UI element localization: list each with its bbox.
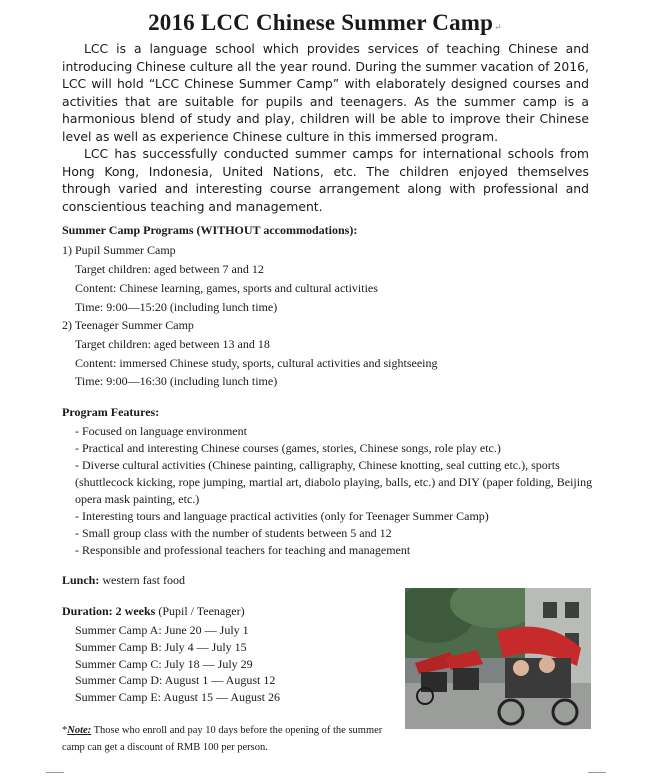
teen-target: Target children: aged between 13 and 18: [75, 337, 270, 351]
intro-paragraph-2: LCC has successfully conducted summer camps for international schools from Hong Kong, Indonesia, United Nations, etc. The children enjoyed themselves through varied and interesting course arrangement along with professional and conscientious teaching and management.: [62, 146, 589, 214]
teen-time: Time: 9:00—16:30 (including lunch time): [75, 374, 278, 388]
programs-heading: Summer Camp Programs (WITHOUT accommodations):: [62, 223, 358, 237]
feature-item: - Small group class with the number of students between 5 and 12: [75, 526, 392, 540]
camp-session: Summer Camp A: June 20 — July 1: [75, 623, 249, 637]
lunch-label: Lunch:: [62, 573, 100, 587]
teen-camp-name: 2) Teenager Summer Camp: [62, 318, 194, 332]
page-corner-mark: [588, 772, 606, 773]
feature-item: - Practical and interesting Chinese courses (games, stories, Chinese songs, role play etc.): [75, 441, 501, 455]
page-corner-mark: [46, 772, 64, 773]
note-label: Note: [67, 725, 88, 736]
duration-label: Duration: 2 weeks: [62, 604, 156, 618]
pupil-target: Target children: aged between 7 and 12: [75, 262, 264, 276]
camp-session: Summer Camp E: August 15 — August 26: [75, 690, 281, 704]
feature-item: - Diverse cultural activities (Chinese painting, calligraphy, Chinese knotting, seal cutting etc.), sports (shuttlecock kicking, rope jumping, martial art, diabolo playing, balls, etc.) and DIY (paper folding, Beijing opera mask painting, etc.): [75, 458, 593, 506]
discount-note: *Note: Those who enroll and pay 10 days before the opening of the summer camp can get a discount of RMB 100 per person.: [62, 725, 383, 753]
duration-line: [62, 604, 245, 619]
feature-item: - Focused on language environment: [75, 424, 247, 438]
camp-session: Summer Camp C: July 18 — July 29: [75, 657, 253, 671]
intro-paragraph-1: LCC is a language school which provides services of teaching Chinese and introducing Chinese culture all the year round. During the summer vacation of 2016, LCC will hold “LCC Chinese Summer Camp” with elaborately designed courses and activities that are suitable for pupils and teenagers. As the summer camp is a harmonious blend of study and play, children will be able to improve their Chinese level as well as experience Chinese culture in this immersed program.: [62, 41, 589, 144]
lunch-line: [62, 573, 185, 588]
pedicab-photo-illustration: [405, 588, 591, 729]
teen-content: Content: immersed Chinese study, sports, cultural activities and sightseeing: [75, 356, 438, 370]
features-heading: Program Features:: [62, 405, 160, 419]
page-title: 2016 LCC Chinese Summer Camp↵: [148, 10, 502, 35]
intro-text: [62, 40, 589, 215]
pupil-content: Content: Chinese learning, games, sports and cultural activities: [75, 281, 378, 295]
note-text: Those who enroll and pay 10 days before the opening of the summer camp can get a discount of RMB 100 per person.: [62, 725, 383, 753]
pupil-time: Time: 9:00—15:20 (including lunch time): [75, 300, 278, 314]
duration-suffix: (Pupil / Teenager): [158, 604, 245, 618]
pedicab-photo: [405, 588, 591, 729]
lunch-value: western fast food: [102, 573, 185, 587]
feature-item: - Interesting tours and language practical activities (only for Teenager Summer Camp): [75, 509, 489, 523]
pupil-camp-name: 1) Pupil Summer Camp: [62, 243, 176, 257]
camp-session: Summer Camp B: July 4 — July 15: [75, 640, 247, 654]
camp-session: Summer Camp D: August 1 — August 12: [75, 673, 276, 687]
feature-item: - Responsible and professional teachers for teaching and management: [75, 543, 411, 557]
